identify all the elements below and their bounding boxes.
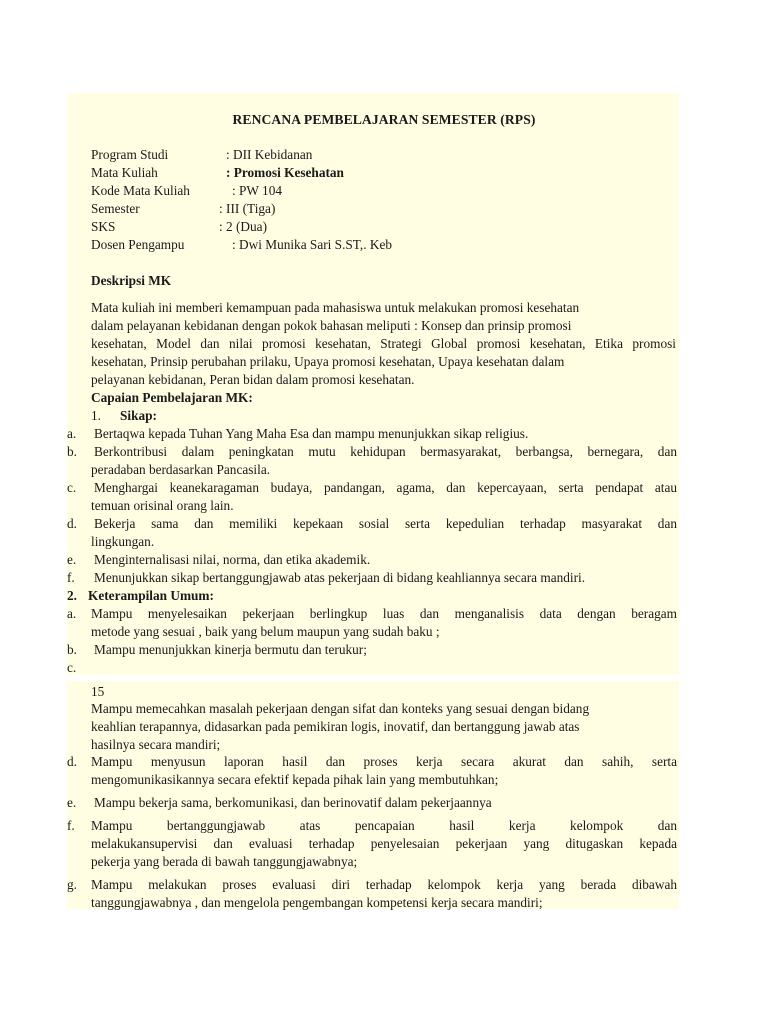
keterampilan-heading: Keterampilan Umum: bbox=[88, 588, 214, 603]
list-item: peradaban berdasarkan Pancasila. bbox=[91, 462, 271, 477]
list-item: Berkontribusi dalam peningkatan mutu kehidupan bermasyarakat, berbangsa, bernegara, dan bbox=[94, 444, 677, 459]
sikap-heading: Sikap: bbox=[120, 408, 157, 423]
list-item: tanggungjawabnya , dan mengelola pengembangan kompetensi kerja secara mandiri; bbox=[91, 895, 543, 910]
deskripsi-heading: Deskripsi MK bbox=[91, 273, 172, 288]
list-letter: b. bbox=[67, 642, 77, 657]
info-value: : PW 104 bbox=[232, 183, 282, 198]
capaian-heading: Capaian Pembelajaran MK: bbox=[91, 390, 253, 405]
text-line: pelayanan kebidanan, Peran bidan dalam promosi kesehatan. bbox=[91, 372, 415, 387]
info-label: SKS bbox=[91, 219, 116, 234]
list-letter: a. bbox=[67, 606, 77, 621]
list-item: Bekerja sama dan memiliki kepekaan sosial serta kepedulian terhadap masyarakat dan bbox=[94, 516, 677, 531]
text-line: kesehatan, Prinsip perubahan prilaku, Upaya promosi kesehatan, Upaya kesehatan dalam bbox=[91, 354, 565, 369]
list-letter: c. bbox=[67, 660, 77, 675]
list-item: lingkungan. bbox=[91, 534, 155, 549]
list-letter: d. bbox=[67, 754, 77, 769]
info-value: : DII Kebidanan bbox=[226, 147, 313, 162]
list-item: Mampu menyusun laporan hasil dan proses kerja secara akurat dan sahih, serta bbox=[91, 754, 677, 769]
list-item: Menunjukkan sikap bertanggungjawab atas pekerjaan di bidang keahliannya secara mandiri. bbox=[94, 570, 586, 585]
list-letter: e. bbox=[67, 552, 77, 567]
list-item: Menginternalisasi nilai, norma, dan etika akademik. bbox=[94, 552, 371, 567]
list-item: temuan orisinal orang lain. bbox=[91, 498, 234, 513]
list-item: Mampu melakukan proses evaluasi diri terhadap kelompok kerja yang berada dibawah bbox=[91, 877, 677, 892]
sikap-number: 1. bbox=[91, 408, 101, 423]
list-item: Menghargai keanekaragaman budaya, pandangan, agama, dan kepercayaan, serta pendapat atau bbox=[94, 480, 677, 495]
document-title: RENCANA PEMBELAJARAN SEMESTER (RPS) bbox=[232, 112, 536, 127]
list-item: mengomunikasikannya secara efektif kepada pihak lain yang membutuhkan; bbox=[91, 772, 499, 787]
info-label: Dosen Pengampu bbox=[91, 237, 185, 252]
text-line: hasilnya secara mandiri; bbox=[91, 737, 221, 752]
info-label: Program Studi bbox=[91, 147, 169, 162]
list-letter: a. bbox=[67, 426, 77, 441]
info-label: Semester bbox=[91, 201, 140, 216]
list-item: Bertaqwa kepada Tuhan Yang Maha Esa dan mampu menunjukkan sikap religius. bbox=[94, 426, 529, 441]
text-line: Mampu memecahkan masalah pekerjaan dengan sifat dan konteks yang sesuai dengan bidang bbox=[91, 701, 590, 716]
list-item: Mampu bertanggungjawab atas pencapaian hasil kerja kelompok dan bbox=[91, 818, 677, 833]
list-item: pekerja yang berada di bawah tanggungjawabnya; bbox=[91, 854, 358, 869]
info-value: : Promosi Kesehatan bbox=[226, 165, 344, 180]
text-line: dalam pelayanan kebidanan dengan pokok bahasan meliputi : Konsep dan prinsip promosi bbox=[91, 318, 572, 333]
list-letter: c. bbox=[67, 480, 77, 495]
list-letter: d. bbox=[67, 516, 77, 531]
list-letter: f. bbox=[67, 570, 75, 585]
list-item: melakukansupervisi dan evaluasi terhadap penyelesaian pekerjaan yang ditugaskan kepada bbox=[91, 836, 677, 851]
text-line: keahlian terapannya, didasarkan pada pemikiran logis, inovatif, dan bertanggung jawab atas bbox=[91, 719, 580, 734]
list-letter: e. bbox=[67, 795, 77, 810]
list-letter: f. bbox=[67, 818, 75, 833]
list-item: Mampu bekerja sama, berkomunikasi, dan berinovatif dalam pekerjaannya bbox=[94, 795, 492, 810]
list-item: Mampu menyelesaikan pekerjaan berlingkup luas dan menganalisis data dengan beragam bbox=[91, 606, 677, 621]
info-label: Kode Mata Kuliah bbox=[91, 183, 190, 198]
text-line: kesehatan, Model dan nilai promosi kesehatan, Strategi Global promosi kesehatan, Etika promosi bbox=[91, 336, 676, 351]
list-letter: b. bbox=[67, 444, 77, 459]
keterampilan-number: 2. bbox=[67, 588, 77, 603]
list-letter: g. bbox=[67, 877, 77, 892]
page-number: 15 bbox=[91, 684, 105, 699]
list-item: metode yang sesuai , baik yang belum maupun yang sudah baku ; bbox=[91, 624, 440, 639]
info-value: : Dwi Munika Sari S.ST,. Keb bbox=[232, 237, 393, 252]
info-value: : III (Tiga) bbox=[219, 201, 276, 216]
text-line: Mata kuliah ini memberi kemampuan pada mahasiswa untuk melakukan promosi kesehatan bbox=[91, 300, 580, 315]
list-item: Mampu menunjukkan kinerja bermutu dan terukur; bbox=[94, 642, 367, 657]
info-label: Mata Kuliah bbox=[91, 165, 158, 180]
info-value: : 2 (Dua) bbox=[219, 219, 267, 234]
